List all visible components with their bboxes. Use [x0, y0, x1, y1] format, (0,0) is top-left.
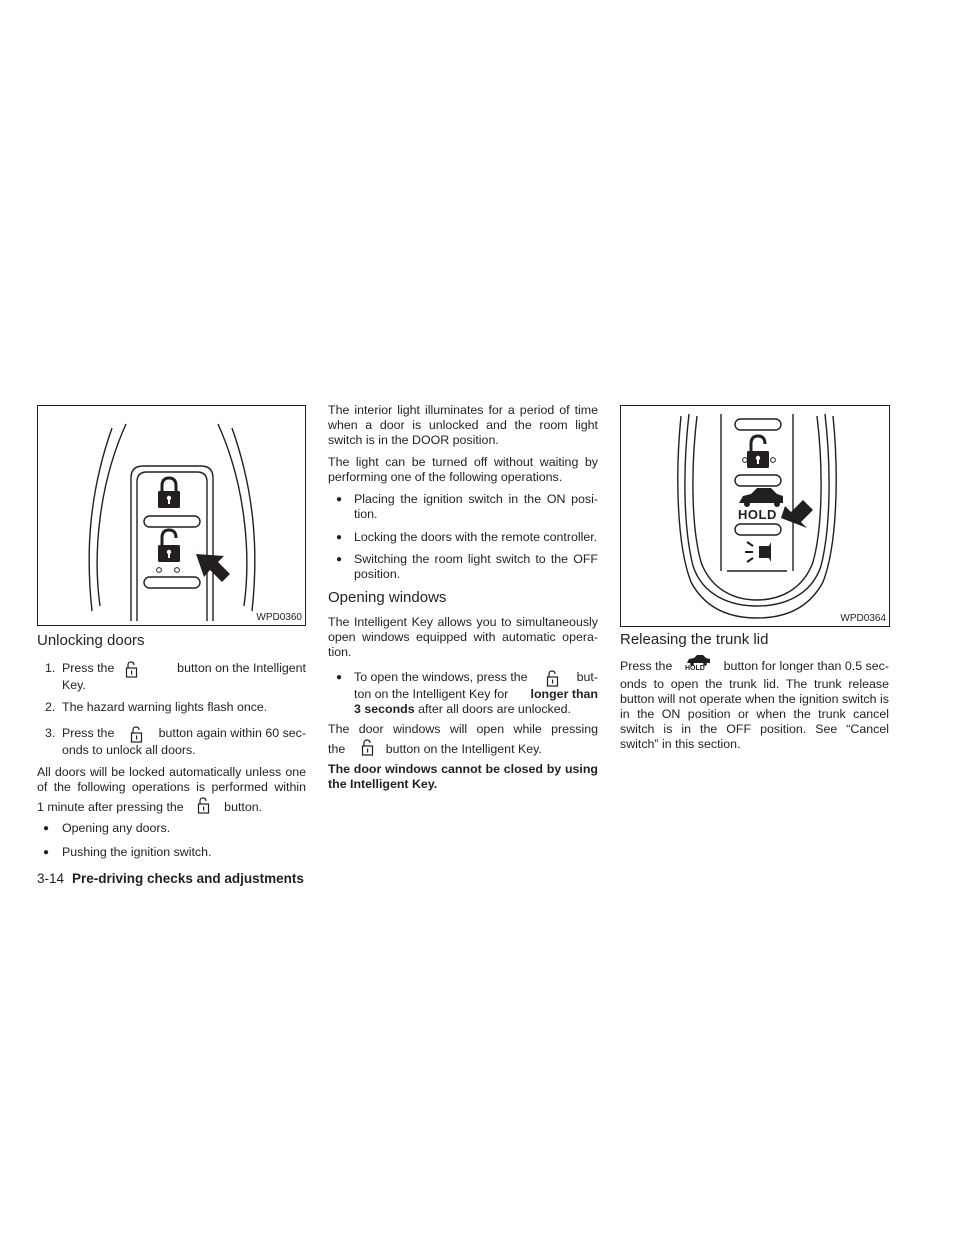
unlock-button-icon — [130, 726, 143, 743]
bullet-remote-lock: Locking the doors with the remote controller. — [354, 530, 598, 544]
unlock-button-icon — [125, 661, 138, 678]
interior-light-paragraph: The interior light illuminates for a period of time when a door is unlocked and the room light switch is in the DOOR position. — [328, 403, 598, 447]
heading-unlocking-doors: Unlocking doors — [37, 632, 145, 649]
bullet-icon: ● — [336, 532, 343, 543]
windows-open-paragraph: The door windows will open while pressing the button on the Intelligent Key. — [328, 722, 598, 756]
trunk-car-icon — [739, 488, 783, 503]
key-fob-unlock-figure — [37, 405, 306, 626]
key-fob-illustration — [38, 406, 307, 627]
bullet-icon: ● — [336, 672, 343, 683]
key-fob-trunk-figure — [620, 405, 890, 627]
auto-lock-paragraph: All doors will be locked automatically unless one of the following operations is performed within 1 minute after pressing the button. — [37, 765, 306, 814]
section-title: Pre-driving checks and adjustments — [72, 871, 304, 886]
figure-code: WPD0364 — [840, 613, 886, 624]
panic-alarm-icon — [745, 542, 771, 562]
bullet-pushing-ignition: Pushing the ignition switch. — [62, 845, 212, 859]
page-footer — [37, 871, 304, 887]
step-1: Press the button on the Intelligent Key. — [62, 661, 306, 692]
pointer-arrow-icon — [781, 500, 813, 528]
windows-paragraph: The Intelligent Key allows you to simultaneously open windows equipped with automatic opera-tion. — [328, 615, 598, 659]
bullet-icon: ● — [336, 554, 343, 565]
page-number: 3-14 — [37, 871, 65, 886]
unlock-button-icon — [361, 739, 374, 756]
figure-code: WPD0360 — [256, 612, 302, 623]
unlock-icon — [158, 530, 180, 562]
trunk-paragraph: Press the HOLD button for longer than 0.5 sec- onds to open the trunk lid. The trunk release button will not operate when the ignition switch is in the ON position or when the trunk cancel switch is in the OFF position. See “Cancel switch” in this section. — [620, 659, 889, 752]
windows-warning: The door windows cannot be closed by using the Intelligent Key. — [328, 762, 598, 791]
lock-icon — [158, 478, 180, 508]
step-number: 1. — [45, 661, 56, 675]
unlock-button-icon — [197, 797, 210, 814]
step-2: The hazard warning lights flash once. — [62, 700, 268, 714]
unlock-button-icon — [546, 670, 559, 687]
bullet-icon: ● — [336, 494, 343, 505]
bullet-icon: ● — [43, 847, 50, 858]
heading-opening-windows: Opening windows — [328, 589, 447, 606]
step-3: Press the button again within 60 sec- onds to unlock all doors. — [62, 726, 306, 757]
bullet-opening-doors: Opening any doors. — [62, 821, 171, 835]
step-number: 2. — [45, 700, 56, 714]
heading-releasing-trunk: Releasing the trunk lid — [620, 631, 769, 648]
bullet-ignition-on: Placing the ignition switch in the ON posi-tion. — [354, 492, 598, 521]
unlock-icon — [747, 436, 769, 468]
bullet-icon: ● — [43, 823, 50, 834]
bullet-room-light-off: Switching the room light switch to the OFF position. — [354, 552, 598, 581]
step-number: 3. — [45, 726, 56, 740]
hold-label: HOLD — [738, 507, 777, 522]
bullet-open-windows: To open the windows, press the but- ton on the Intelligent Key for longer than 3 seconds after all doors are unlocked. — [354, 670, 598, 716]
light-off-paragraph: The light can be turned off without waiting by performing one of the following operations. — [328, 455, 598, 484]
trunk-hold-button-icon: HOLD — [684, 655, 712, 673]
